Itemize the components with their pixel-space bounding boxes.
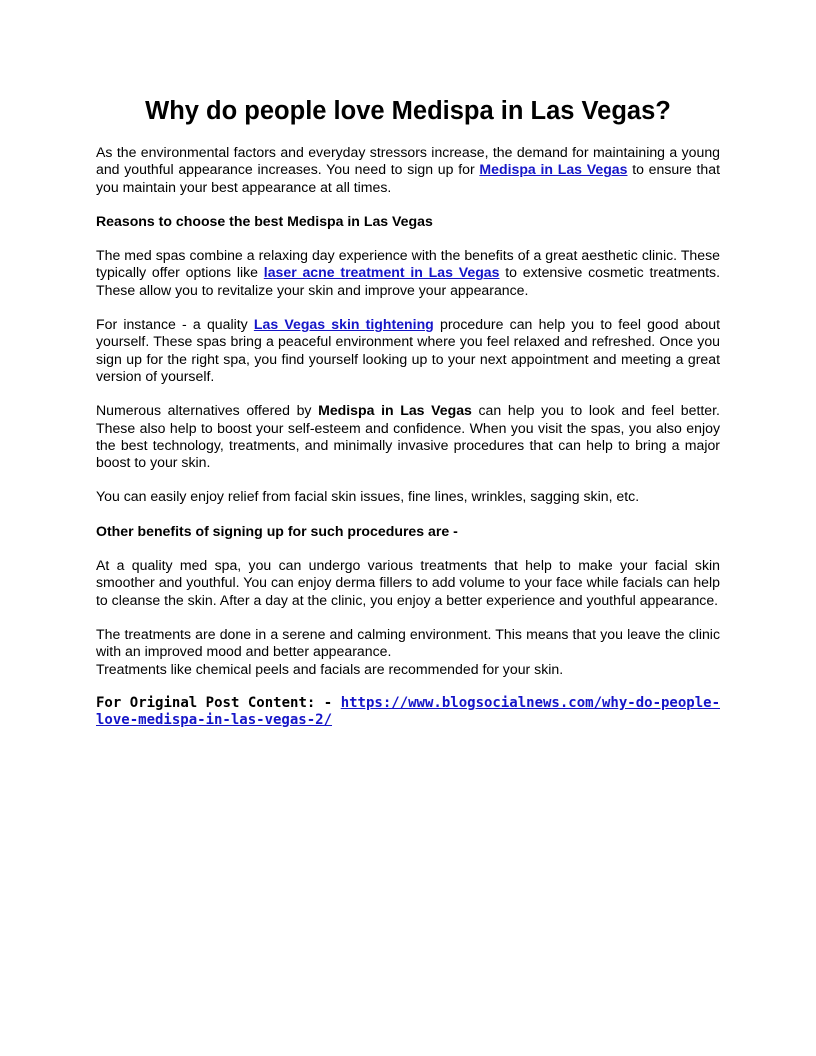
chemical-peels-paragraph: Treatments like chemical peels and facials are recommended for your skin. — [96, 660, 564, 677]
source-link[interactable]: https://www.blogsocialnews.com/why-do-people-love-medispa-in-las-vegas-2/ — [96, 694, 720, 728]
med-spas-text-after: to extensive cosmetic treatments. These allow you to revitalize your skin and improve your appearance. — [96, 264, 720, 298]
source-line — [96, 695, 720, 729]
medispa-bold-text: Medispa in Las Vegas — [318, 402, 472, 419]
benefits-heading: Other benefits of signing up for such procedures are - — [96, 522, 458, 539]
page-title: Why do people love Medispa in Las Vegas? — [145, 97, 671, 125]
relief-paragraph: You can easily enjoy relief from facial skin issues, fine lines, wrinkles, sagging skin, etc. — [96, 488, 640, 505]
laser-acne-link[interactable]: laser acne treatment in Las Vegas — [263, 264, 500, 281]
alternatives-paragraph — [96, 402, 720, 471]
medispa-link[interactable]: Medispa in Las Vegas — [479, 161, 628, 178]
document-page — [96, 95, 720, 729]
intro-text-before: As the environmental factors and everyday stressors increase, the demand for maintaining a young and youthful appearance increases. You need to sign up for — [96, 144, 720, 178]
intro-text-after: to ensure that you maintain your best appearance at all times. — [96, 161, 720, 195]
intro-paragraph — [96, 144, 720, 196]
reasons-heading: Reasons to choose the best Medispa in Las Vegas — [96, 212, 433, 229]
quality-spa-paragraph: At a quality med spa, you can undergo various treatments that help to make your facial skin smoother and youthful. You can enjoy derma fillers to add volume to your face while facials can help to cleanse the skin. After a day at the clinic, you enjoy a better experience and youthful appearance. — [96, 557, 720, 608]
skin-tightening-text-before: For instance - a quality — [96, 316, 254, 333]
med-spas-paragraph — [96, 247, 720, 299]
alternatives-text-before: Numerous alternatives offered by — [96, 402, 319, 419]
med-spas-text-before: The med spas combine a relaxing day experience with the benefits of a great aesthetic clinic. These typically offer options like — [96, 247, 720, 281]
treatments-paragraph: The treatments are done in a serene and calming environment. This means that you leave the clinic with an improved mood and better appearance. — [96, 625, 720, 660]
skin-tightening-link[interactable]: Las Vegas skin tightening — [253, 316, 434, 333]
skin-tightening-text-after: procedure can help you to feel good about yourself. These spas bring a peaceful environment where you feel relaxed and refreshed. Once you sign up for the right spa, you find yourself looking up to your next appointment and meeting a great version of yourself. — [96, 316, 720, 384]
alternatives-text-after: can help you to look and feel better. These also help to boost your self-esteem and confidence. When you visit the spas, you also enjoy the best technology, treatments, and minimally invasive procedures that can help to bring a major boost to your skin. — [96, 402, 720, 471]
skin-tightening-paragraph — [96, 316, 720, 385]
source-label: For Original Post Content: - — [96, 694, 341, 711]
